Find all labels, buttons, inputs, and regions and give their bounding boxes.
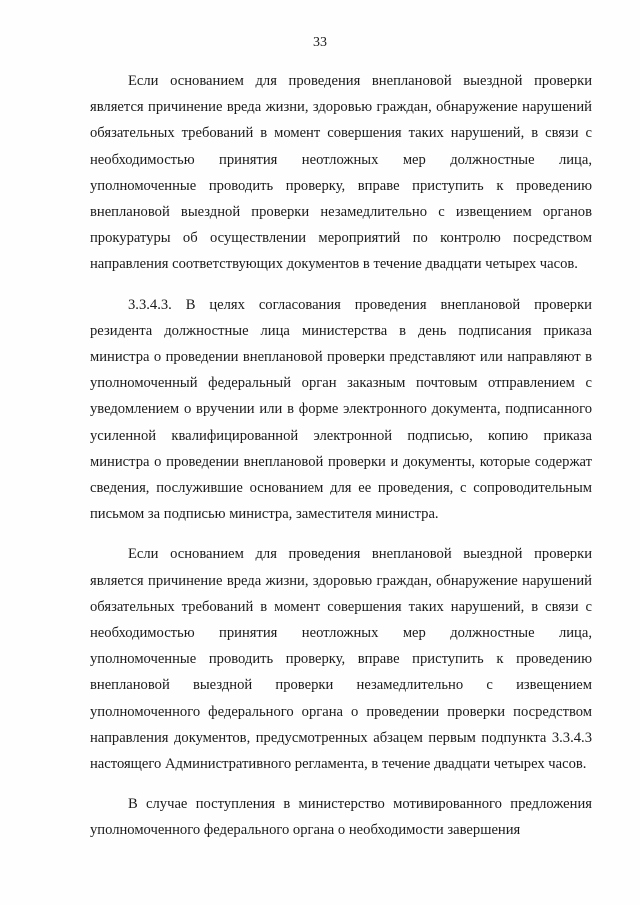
page-number: 33 — [313, 35, 327, 50]
paragraph-4: В случае поступления в министерство мотивированного предложения уполномоченного федерального органа о необходимости завершения — [90, 796, 592, 839]
paragraph-1: Если основанием для проведения внеплановой выездной проверки является причинение вреда жизни, здоровью граждан, обнаружение нарушений обязательных требований в момент совершения таких нарушений, в связи с необходимостью принятия неотложных мер должностные лица, уполномоченные проводить проверку, вправе приступить к проведению внеплановой выездной проверки незамедлительно с извещением органов прокуратуры об осуществлении мероприятий по контролю посредством направления соответствующих документов в течение двадцати четырех часов. — [90, 73, 592, 273]
document-body — [90, 68, 592, 844]
paragraph-2: 3.3.4.3. В целях согласования проведения внеплановой проверки резидента должностные лица министерства в день подписания приказа министра о проведении внеплановой проверки представляют или направляют в уполномоченный федеральный орган заказным почтовым отправлением с уведомлением о вручении или в форме электронного документа, подписанного усиленной квалифицированной электронной подписью, копию приказа министра о проведении внеплановой проверки и документы, которые содержат сведения, послужившие основанием для ее проведения, с сопроводительным письмом за подписью министра, заместителя министра. — [90, 296, 592, 523]
paragraph-3: Если основанием для проведения внеплановой выездной проверки является причинение вреда жизни, здоровью граждан, обнаружение нарушений обязательных требований в момент совершения таких нарушений, в связи с необходимостью принятия неотложных мер должностные лица, уполномоченные проводить проверку, вправе приступить к проведению внеплановой выездной проверки незамедлительно с извещением уполномоченного федерального органа о проведении проверки посредством направления документов, предусмотренных абзацем первым подпункта 3.3.4.3 настоящего Административного регламента, в течение двадцати четырех часов. — [90, 546, 592, 773]
